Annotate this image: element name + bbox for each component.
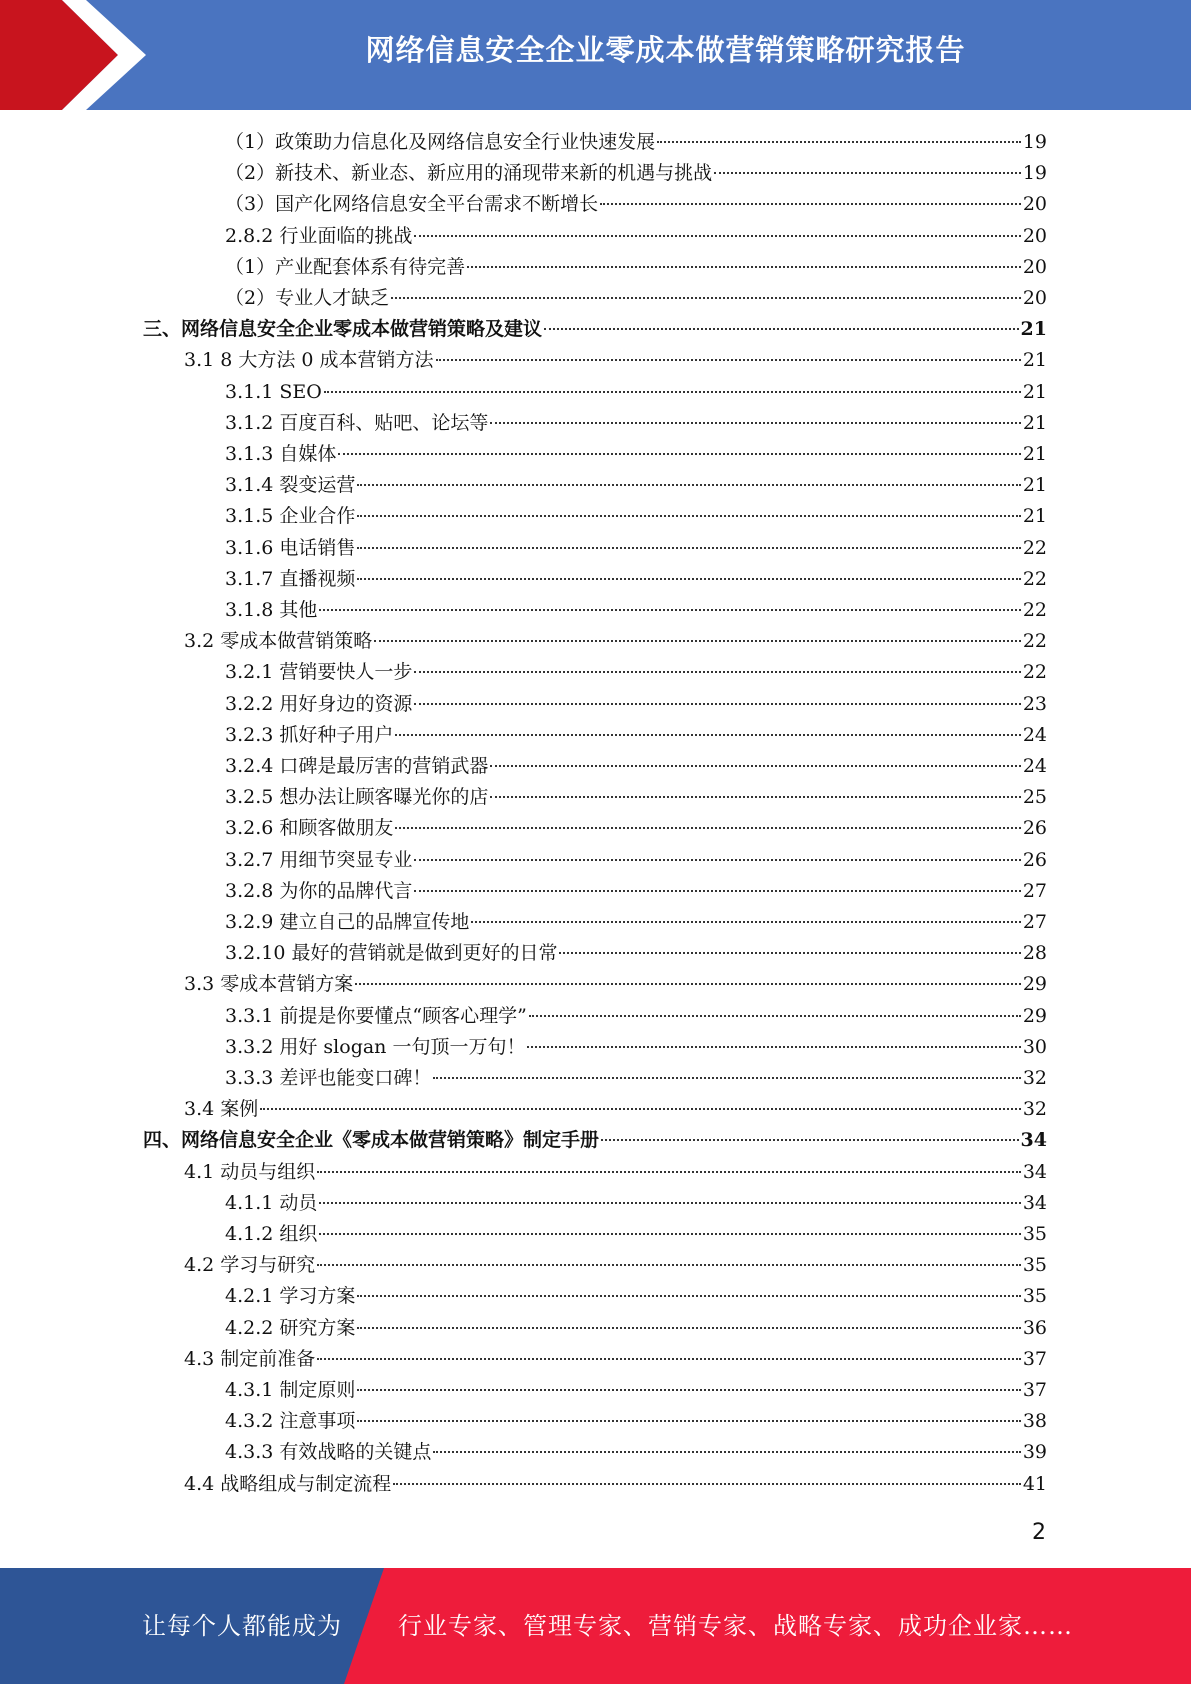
toc-entry-label: 3.2.5 想办法让顾客曝光你的店	[225, 786, 489, 809]
toc-entry-label: 3.1.4 裂变运营	[225, 474, 356, 497]
toc-entry[interactable]	[225, 751, 1047, 782]
toc-leader-dots	[414, 235, 1020, 237]
toc-entry-page: 26	[1022, 848, 1047, 871]
toc-leader-dots	[357, 578, 1020, 580]
toc-entry[interactable]	[225, 720, 1047, 751]
toc-leader-dots	[374, 640, 1021, 642]
footer-slogan-left: 让每个人都能成为	[142, 1612, 342, 1640]
toc-entry[interactable]	[225, 1437, 1047, 1468]
toc-entry-page: 24	[1022, 723, 1047, 746]
toc-entry-label: 3.1.1 SEO	[225, 380, 322, 403]
toc-entry-page: 21	[1020, 318, 1047, 341]
toc-entry[interactable]	[225, 377, 1047, 408]
toc-entry[interactable]	[225, 283, 1047, 314]
toc-entry-label: 3.3.3 差评也能变口碑！	[225, 1067, 432, 1089]
toc-entry-label: 3.1.2 百度百科、贴吧、论坛等	[225, 411, 489, 434]
toc-entry-page: 36	[1022, 1316, 1047, 1339]
toc-entry-label: 2.8.2 行业面临的挑战	[225, 224, 413, 247]
toc-entry[interactable]	[225, 439, 1047, 470]
toc-entry-label: （2）专业人才缺乏	[225, 287, 390, 309]
toc-entry-label: 3.2 零成本做营销策略	[184, 630, 373, 653]
toc-entry[interactable]	[225, 1032, 1047, 1063]
toc-entry[interactable]	[225, 252, 1047, 283]
toc-entry-label: 4.3.1 制定原则	[225, 1379, 356, 1401]
toc-leader-dots	[319, 609, 1020, 611]
toc-entry-label: 3.2.2 用好身边的资源	[225, 692, 413, 715]
toc-leader-dots	[319, 1202, 1020, 1204]
toc-entry-label: 3.2.9 建立自己的品牌宣传地	[225, 911, 470, 933]
toc-entry-page: 20	[1022, 255, 1047, 278]
toc-entry-label: 4.3.2 注意事项	[225, 1410, 356, 1433]
toc-leader-dots	[490, 765, 1020, 767]
toc-entry[interactable]	[225, 1313, 1047, 1344]
toc-leader-dots	[471, 921, 1020, 923]
toc-leader-dots	[395, 827, 1020, 829]
toc-entry[interactable]	[225, 533, 1047, 564]
toc-leader-dots	[357, 484, 1020, 486]
header-arrow-decoration	[0, 0, 200, 110]
toc-leader-dots	[657, 141, 1021, 143]
toc-entry-page: 28	[1022, 942, 1047, 965]
toc-entry-page: 41	[1022, 1472, 1047, 1495]
toc-entry-page: 22	[1022, 536, 1047, 559]
toc-leader-dots	[357, 1389, 1020, 1391]
toc-entry[interactable]	[184, 1469, 1047, 1500]
toc-entry-label: 3.1.7 直播视频	[225, 567, 356, 590]
toc-leader-dots	[414, 890, 1020, 892]
toc-entry-label: 3.3.2 用好 slogan 一句顶一万句！	[225, 1035, 526, 1058]
toc-entry-label: 3.3 零成本营销方案	[184, 973, 354, 996]
toc-leader-dots	[317, 1264, 1021, 1266]
toc-leader-dots	[414, 671, 1020, 673]
toc-entry-page: 24	[1022, 755, 1047, 777]
toc-entry-page: 30	[1022, 1035, 1047, 1058]
toc-entry-label: 3.2.4 口碑是最厉害的营销武器	[225, 755, 489, 777]
toc-entry[interactable]	[184, 1344, 1047, 1375]
toc-entry-label: 4.2.1 学习方案	[225, 1285, 356, 1308]
toc-entry[interactable]	[225, 221, 1047, 252]
toc-entry[interactable]	[143, 1125, 1047, 1156]
toc-leader-dots	[433, 1451, 1020, 1453]
toc-leader-dots	[391, 297, 1021, 299]
toc-leader-dots	[260, 1108, 1021, 1110]
toc-entry-label: （1）产业配套体系有待完善	[225, 255, 466, 278]
toc-entry[interactable]	[225, 907, 1047, 938]
toc-entry-label: 3.2.7 用细节突显专业	[225, 848, 413, 871]
toc-entry-label: 三、网络信息安全企业零成本做营销策略及建议	[143, 318, 543, 341]
toc-entry-page: 38	[1022, 1410, 1047, 1433]
toc-entry[interactable]	[225, 158, 1047, 189]
toc-entry-page: 22	[1022, 567, 1047, 590]
toc-leader-dots	[355, 983, 1021, 985]
toc-entry-label: 3.1.6 电话销售	[225, 536, 356, 559]
toc-entry-page: 32	[1022, 1098, 1047, 1121]
toc-entry-label: 四、网络信息安全企业《零成本做营销策略》制定手册	[143, 1129, 600, 1152]
toc-leader-dots	[357, 1327, 1020, 1329]
toc-entry[interactable]	[225, 470, 1047, 501]
toc-entry-label: 4.3.3 有效战略的关键点	[225, 1441, 432, 1464]
toc-leader-dots	[357, 1295, 1020, 1297]
toc-entry[interactable]	[225, 782, 1047, 813]
toc-entry-page: 20	[1022, 224, 1047, 247]
toc-entry-page: 37	[1022, 1379, 1047, 1401]
toc-leader-dots	[490, 796, 1020, 798]
toc-entry-label: （2）新技术、新业态、新应用的涌现带来新的机遇与挑战	[225, 162, 713, 185]
footer-slogan-right: 行业专家、管理专家、营销专家、战略专家、成功企业家……	[398, 1612, 1073, 1640]
toc-leader-dots	[393, 1483, 1021, 1485]
toc-entry-page: 27	[1022, 879, 1047, 902]
page-number: 2	[1032, 1520, 1046, 1545]
toc-leader-dots	[324, 391, 1021, 393]
toc-entry-label: 3.2.10 最好的营销就是做到更好的日常	[225, 942, 558, 965]
toc-entry-page: 32	[1022, 1067, 1047, 1089]
toc-entry-label: 4.4 战略组成与制定流程	[184, 1472, 392, 1495]
toc-entry[interactable]	[184, 345, 1047, 376]
toc-entry-page: 34	[1022, 1191, 1047, 1214]
toc-entry[interactable]	[225, 501, 1047, 532]
toc-entry-page: 34	[1022, 1160, 1047, 1183]
toc-entry[interactable]	[225, 1406, 1047, 1437]
page-footer	[0, 1568, 1191, 1684]
toc-entry[interactable]	[225, 1188, 1047, 1219]
toc-entry[interactable]	[184, 1094, 1047, 1125]
toc-entry[interactable]	[225, 595, 1047, 626]
toc-entry-page: 37	[1022, 1347, 1047, 1370]
toc-entry-label: 3.2.1 营销要快人一步	[225, 661, 413, 684]
toc-entry-page: 27	[1022, 911, 1047, 933]
toc-entry-page: 22	[1022, 599, 1047, 621]
toc-entry[interactable]	[225, 189, 1047, 220]
toc-entry-page: 21	[1022, 443, 1047, 465]
toc-leader-dots	[338, 453, 1020, 455]
toc-leader-dots	[414, 859, 1020, 861]
toc-entry-page: 34	[1020, 1129, 1047, 1152]
toc-entry-page: 21	[1022, 474, 1047, 497]
toc-entry[interactable]	[225, 1001, 1047, 1032]
toc-entry-label: 4.1.1 动员	[225, 1191, 318, 1214]
toc-entry[interactable]	[225, 813, 1047, 844]
toc-entry-page: 26	[1022, 817, 1047, 840]
toc-leader-dots	[395, 734, 1020, 736]
toc-entry-page: 35	[1022, 1254, 1047, 1277]
toc-entry[interactable]	[225, 1063, 1047, 1094]
toc-entry-label: 4.2 学习与研究	[184, 1254, 316, 1277]
toc-entry[interactable]	[225, 408, 1047, 439]
toc-leader-dots	[357, 547, 1020, 549]
page-header	[0, 0, 1191, 110]
toc-entry-label: （1）政策助力信息化及网络信息安全行业快速发展	[225, 131, 656, 153]
toc-entry-page: 35	[1022, 1223, 1047, 1245]
toc-leader-dots	[317, 1171, 1021, 1173]
toc-entry-label: 3.1.3 自媒体	[225, 443, 337, 465]
toc-leader-dots	[490, 422, 1020, 424]
toc-entry[interactable]	[225, 689, 1047, 720]
toc-entry-page: 23	[1022, 692, 1047, 715]
toc-entry-page: 29	[1022, 1004, 1047, 1027]
toc-entry-page: 22	[1022, 661, 1047, 684]
toc-entry-page: 19	[1022, 162, 1047, 185]
toc-leader-dots	[414, 703, 1020, 705]
toc-entry-page: 19	[1022, 131, 1047, 153]
toc-entry-label: 3.2.8 为你的品牌代言	[225, 879, 413, 902]
toc-leader-dots	[433, 1077, 1020, 1079]
toc-leader-dots	[467, 266, 1021, 268]
document-title: 网络信息安全企业零成本做营销策略研究报告	[365, 33, 966, 67]
toc-leader-dots	[544, 328, 1019, 330]
toc-leader-dots	[319, 1233, 1020, 1235]
toc-leader-dots	[600, 203, 1021, 205]
toc-entry-label: 3.1.5 企业合作	[225, 505, 356, 528]
toc-leader-dots	[527, 1046, 1020, 1048]
toc-entry-page: 21	[1022, 349, 1047, 372]
toc-leader-dots	[436, 359, 1021, 361]
toc-entry-label: 4.2.2 研究方案	[225, 1316, 356, 1339]
toc-entry[interactable]	[184, 1250, 1047, 1281]
toc-entry-label: （3）国产化网络信息安全平台需求不断增长	[225, 193, 599, 216]
toc-entry-page: 20	[1022, 287, 1047, 309]
toc-entry[interactable]	[184, 969, 1047, 1000]
toc-entry[interactable]	[225, 1281, 1047, 1312]
toc-entry[interactable]	[225, 845, 1047, 876]
toc-entry-label: 3.4 案例	[184, 1098, 259, 1121]
toc-entry-page: 21	[1022, 505, 1047, 528]
toc-entry[interactable]	[225, 1375, 1047, 1406]
toc-entry-page: 20	[1022, 193, 1047, 216]
toc-leader-dots	[357, 1420, 1020, 1422]
toc-entry-page: 21	[1022, 380, 1047, 403]
toc-entry-label: 3.1.8 其他	[225, 599, 318, 621]
toc-entry[interactable]	[184, 1157, 1047, 1188]
toc-entry[interactable]	[225, 657, 1047, 688]
toc-entry-label: 4.3 制定前准备	[184, 1347, 316, 1370]
toc-entry-page: 35	[1022, 1285, 1047, 1308]
toc-leader-dots	[357, 515, 1020, 517]
toc-leader-dots	[529, 1015, 1021, 1017]
toc-entry[interactable]	[225, 876, 1047, 907]
toc-entry[interactable]	[184, 626, 1047, 657]
toc-leader-dots	[601, 1139, 1019, 1141]
toc-entry[interactable]	[225, 127, 1047, 158]
toc-entry-label: 3.2.6 和顾客做朋友	[225, 817, 394, 840]
toc-leader-dots	[317, 1358, 1021, 1360]
toc-entry-label: 4.1.2 组织	[225, 1223, 318, 1245]
toc-entry-page: 22	[1022, 630, 1047, 653]
toc-entry-page: 21	[1022, 411, 1047, 434]
toc-entry[interactable]	[225, 938, 1047, 969]
toc-entry[interactable]	[225, 1219, 1047, 1250]
toc-leader-dots	[559, 952, 1020, 954]
toc-entry-label: 4.1 动员与组织	[184, 1160, 316, 1183]
toc-entry-label: 3.2.3 抓好种子用户	[225, 723, 394, 746]
toc-entry[interactable]	[143, 314, 1047, 345]
toc-entry-page: 29	[1022, 973, 1047, 996]
toc-entry-label: 3.1 8 大方法 0 成本营销方法	[184, 349, 434, 372]
toc-entry-page: 25	[1022, 786, 1047, 809]
toc-entry[interactable]	[225, 564, 1047, 595]
toc-entry-page: 39	[1022, 1441, 1047, 1464]
toc-leader-dots	[714, 172, 1021, 174]
toc-entry-label: 3.3.1 前提是你要懂点“顾客心理学”	[225, 1004, 527, 1027]
